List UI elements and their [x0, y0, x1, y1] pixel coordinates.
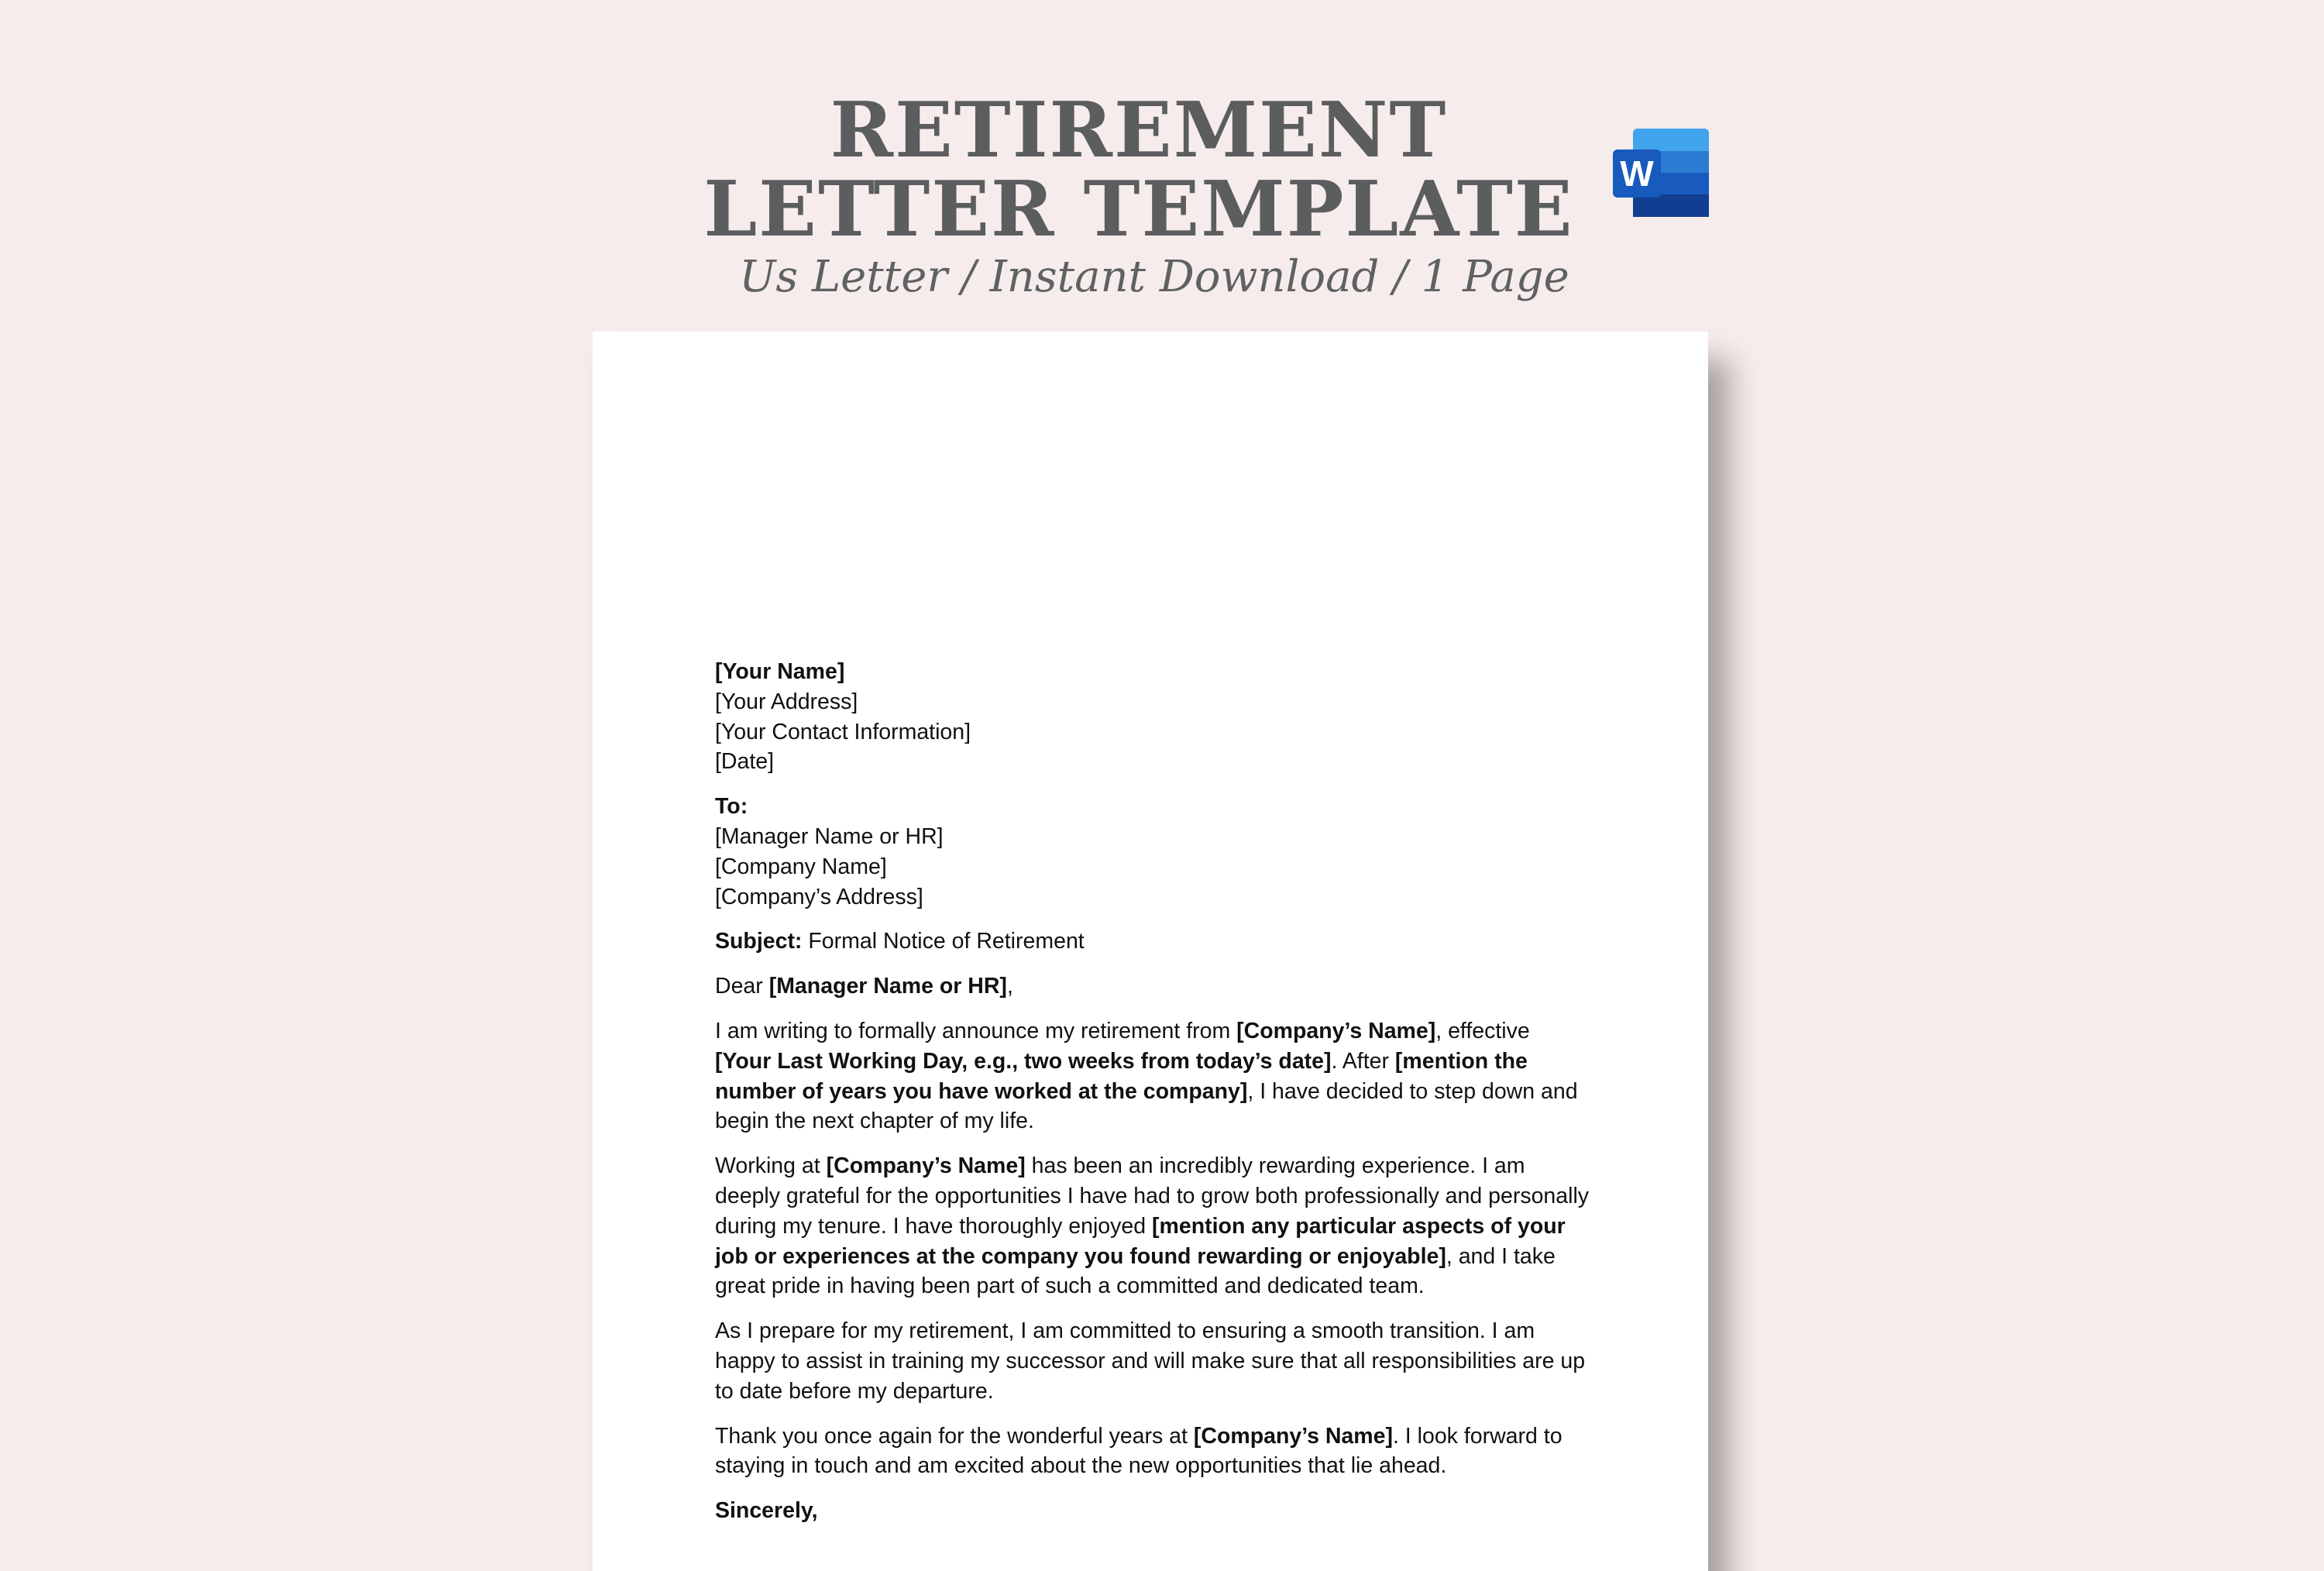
recipient-manager: [Manager Name or HR] — [715, 823, 944, 849]
sender-contact: [Your Contact Information] — [715, 719, 971, 744]
paragraph-4: Thank you once again for the wonderful years at [Company’s Name]. I look forward to staying in touch and am excited about the new opportunities that lie ahead. — [715, 1423, 1563, 1479]
title-line-1: RETIREMENT — [830, 86, 1448, 175]
subject-line — [715, 926, 1590, 957]
salutation-name: [Manager Name or HR] — [768, 974, 1007, 999]
subject-text: Formal Notice of Retirement — [802, 929, 1085, 954]
salutation-post: , — [1006, 974, 1013, 999]
title-line-2: LETTER TEMPLATE — [703, 165, 1574, 254]
header — [0, 0, 2324, 325]
sender-block — [715, 657, 1590, 777]
closing: Sincerely, — [715, 1498, 818, 1524]
recipient-block — [715, 792, 1590, 912]
sender-date: [Date] — [715, 749, 775, 775]
sender-address: [Your Address] — [715, 689, 858, 714]
letter-body — [715, 657, 1590, 1541]
subtitle: Us Letter / Instant Download / 1 Page — [739, 252, 1569, 302]
paragraph-3: As I prepare for my retirement, I am committed to ensuring a smooth transition. I am happy to assist in training my successor and will make sure that all responsibilities are up to date before my departure. — [715, 1318, 1586, 1404]
salutation — [715, 971, 1590, 1002]
word-icon-letter: W — [1620, 153, 1654, 194]
recipient-address: [Company’s Address] — [715, 884, 923, 909]
paragraph-2: Working at [Company’s Name] has been an incredibly rewarding experience. I am deeply grateful for the opportunities I have had to grow both professionally and personally during my tenure. I have thoroughly enjoyed [mention any particular aspects of your job or experiences at the company you found rewarding or enjoyable], and I take great pride in having been part of such a committed and dedicated team. — [715, 1153, 1590, 1299]
recipient-company: [Company Name] — [715, 854, 887, 879]
salutation-pre: Dear — [715, 974, 769, 999]
paragraph-1: I am writing to formally announce my retirement from [Company’s Name], effective [Your Last Working Day, e.g., two weeks from today’s date]. After [mention the number of years you have worked at the company], I have decided to step down and begin the next chapter of my life. — [715, 1018, 1578, 1134]
microsoft-word-icon — [1613, 129, 1709, 217]
sender-name: [Your Name] — [715, 659, 845, 684]
to-label: To: — [715, 794, 748, 820]
subject-label: Subject: — [715, 929, 803, 954]
